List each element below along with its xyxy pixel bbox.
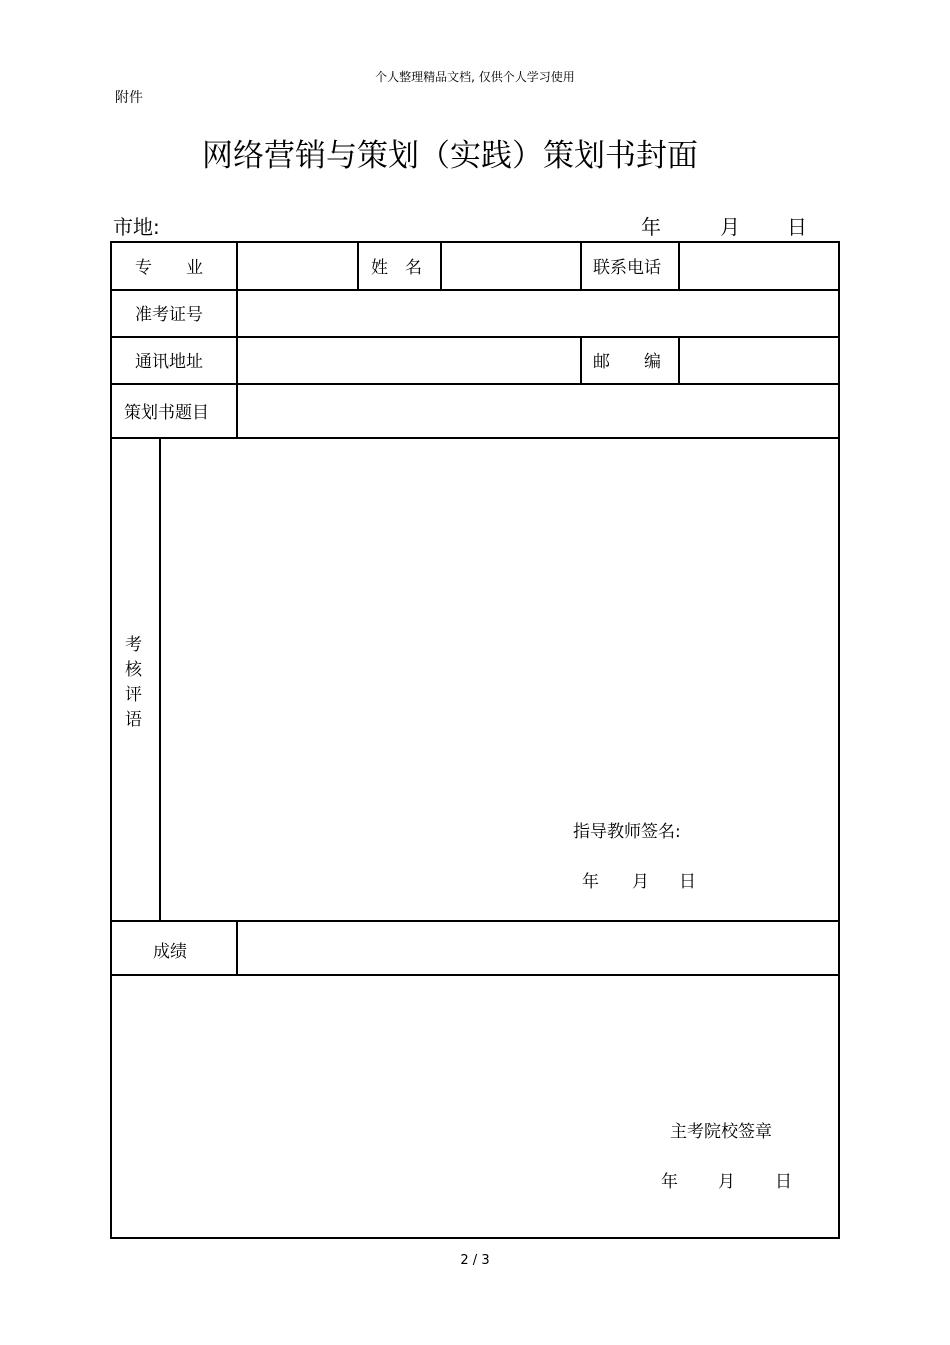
- postcode-input[interactable]: [680, 338, 838, 383]
- table-border-right: [838, 241, 840, 1239]
- review-label-char: 核: [125, 660, 142, 680]
- header-date-month: 月: [720, 215, 740, 239]
- attachment-label: 附件: [115, 90, 143, 106]
- table-border-bottom: [110, 1237, 840, 1239]
- major-label: 专 业: [135, 258, 203, 278]
- review-label-char: 语: [125, 710, 142, 730]
- seal-date-day: 日: [775, 1172, 792, 1192]
- seal-date-month: 月: [718, 1172, 735, 1192]
- table-border-left: [110, 241, 112, 1239]
- name-label: 姓 名: [371, 258, 422, 278]
- topic-label: 策划书题目: [124, 403, 209, 423]
- address-input[interactable]: [238, 338, 580, 383]
- teacher-date-year: 年: [582, 872, 599, 892]
- col-divider: [357, 241, 359, 290]
- teacher-date-day: 日: [679, 872, 696, 892]
- review-label-char: 评: [125, 685, 142, 705]
- col-divider: [580, 336, 582, 384]
- topic-input[interactable]: [238, 385, 838, 437]
- exam-id-input[interactable]: [238, 291, 838, 336]
- watermark-text: 个人整理精品文档, 仅供个人学习使用: [375, 70, 575, 84]
- teacher-sign-label: 指导教师签名:: [573, 822, 681, 842]
- address-label: 通讯地址: [135, 352, 203, 372]
- header-date-day: 日: [787, 215, 807, 239]
- review-comment-area[interactable]: [161, 439, 838, 809]
- page-title: 网络营销与策划（实践）策划书封面: [202, 138, 698, 174]
- review-label-char: 考: [125, 635, 142, 655]
- name-input[interactable]: [442, 241, 580, 289]
- col-divider: [580, 241, 582, 290]
- seal-date-year: 年: [661, 1172, 678, 1192]
- header-date-year: 年: [641, 215, 661, 239]
- row-divider: [110, 974, 840, 976]
- grade-input[interactable]: [238, 922, 838, 974]
- phone-label: 联系电话: [593, 258, 661, 278]
- page-number: 2 / 3: [460, 1253, 490, 1268]
- city-label: 市地:: [113, 215, 160, 239]
- school-seal-label: 主考院校签章: [670, 1122, 772, 1142]
- exam-id-label: 准考证号: [135, 305, 203, 325]
- teacher-date-month: 月: [632, 872, 649, 892]
- major-input[interactable]: [238, 241, 357, 289]
- grade-label: 成绩: [153, 942, 187, 962]
- postcode-label: 邮 编: [593, 352, 661, 372]
- phone-input[interactable]: [680, 241, 838, 289]
